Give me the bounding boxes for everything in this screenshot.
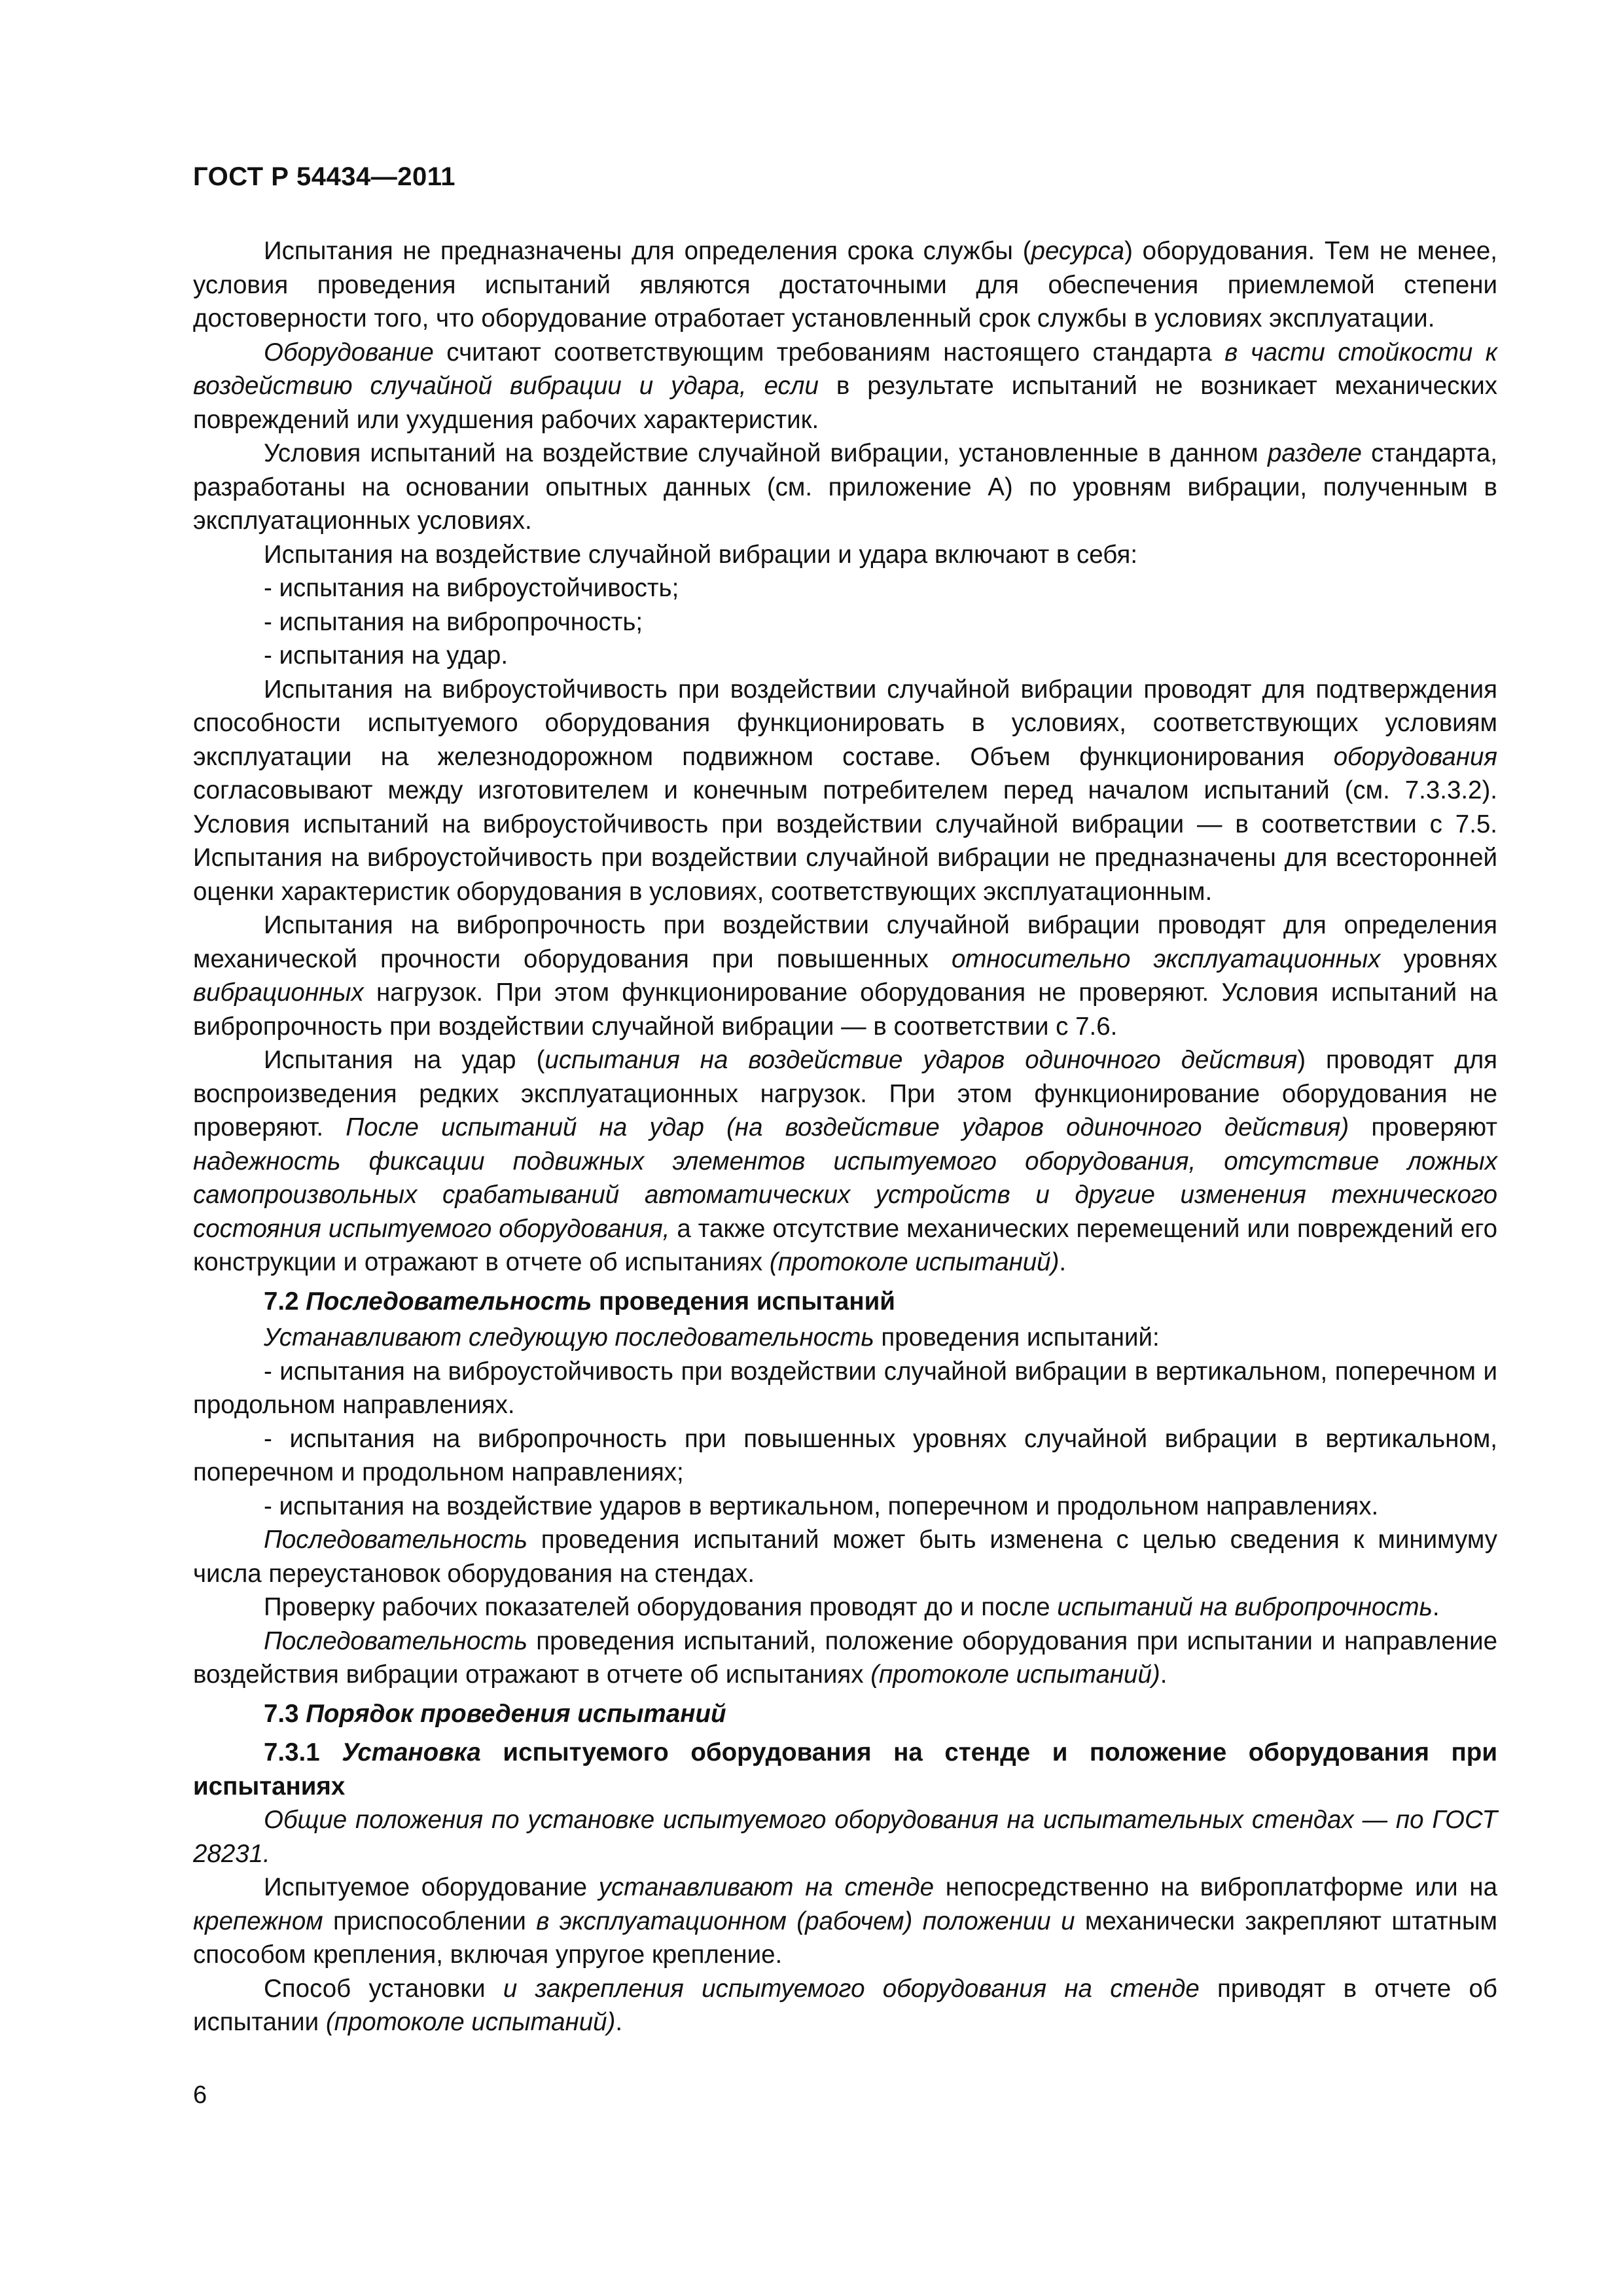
list-item: - испытания на воздействие ударов в вертикальном, поперечном и продольном направлениях. [264, 1492, 1379, 1520]
section-heading-7-3: 7.3 Порядок проведения испытаний [264, 1699, 726, 1728]
section-heading-7-3-1: 7.3.1 Установка испытуемого оборудования на стенде и положение оборудования при испытаниях [193, 1738, 1497, 1801]
document-header: ГОСТ Р 54434—2011 [193, 162, 455, 191]
paragraph: Испытания не предназначены для определения срока службы (ресурса) оборудования. Тем не менее, условия проведения испытаний являются достаточными для обеспечения приемлемой степени достоверности того, что оборудование отработает установленный срок службы в условиях эксплуатации. [193, 237, 1497, 332]
list-item: - испытания на виброустойчивость; [264, 574, 679, 602]
paragraph: Последовательность проведения испытаний, положение оборудования при испытании и направление воздействия вибрации отражают в отчете об испытаниях (протоколе испытаний). [193, 1626, 1497, 1689]
paragraph: Условия испытаний на воздействие случайной вибрации, установленные в данном разделе стандарта, разработаны на основании опытных данных (см. приложение А) по уровням вибрации, полученным в эксплуатационных условиях. [193, 439, 1497, 535]
list-item: - испытания на вибропрочность при повышенных уровнях случайной вибрации в вертикальном, поперечном и продольном направлениях; [193, 1424, 1497, 1486]
paragraph: Испытуемое оборудование устанавливают на стенде непосредственно на виброплатформе или на крепежном приспособлении в эксплуатационном (рабочем) положении и механически закрепляют штатным способом крепления, включая упругое крепление. [193, 1873, 1498, 1969]
paragraph: Проверку рабочих показателей оборудования проводят до и после испытаний на вибропрочность. [264, 1593, 1440, 1621]
section-heading-7-2: 7.2 Последовательность проведения испытаний [264, 1287, 895, 1316]
paragraph: Общие положения по установке испытуемого оборудования на испытательных стендах — по ГОСТ 28231. [193, 1806, 1497, 1868]
paragraph: Испытания на удар (испытания на воздействие ударов одиночного действия) проводят для воспроизведения редких эксплуатационных нагрузок. При этом функционирование оборудования не проверяют. После испытаний на удар (на воздействие ударов одиночного действия) проверяют надежность фиксации подвижных элементов испытуемого оборудования, отсутствие ложных самопроизвольных срабатываний автоматических устройств и другие изменения технического состояния испытуемого оборудования, а также отсутствие механических перемещений или повреждений его конструкции и отражают в отчете об испытаниях (протоколе испытаний). [193, 1046, 1498, 1276]
paragraph: Испытания на воздействие случайной вибрации и удара включают в себя: [264, 540, 1138, 569]
paragraph: Испытания на вибропрочность при воздействии случайной вибрации проводят для определения механической прочности оборудования при повышенных относительно эксплуатационных уровнях вибрационных нагрузок. При этом функционирование оборудования не проверяют. Условия испытаний на вибропрочность при воздействии случайной вибрации — в соответствии с 7.6. [193, 911, 1497, 1041]
page-number: 6 [193, 2081, 207, 2109]
paragraph: Способ установки и закрепления испытуемого оборудования на стенде приводят в отчете об испытании (протоколе испытаний). [193, 1974, 1497, 2036]
paragraph: Оборудование считают соответствующим требованиям настоящего стандарта в части стойкости к воздействию случайной вибрации и удара, если в результате испытаний не возникает механических повреждений или ухудшения рабочих характеристик. [193, 338, 1498, 434]
list-item: - испытания на удар. [264, 641, 508, 670]
list-item: - испытания на вибропрочность; [264, 607, 643, 636]
document-body [193, 234, 1497, 2039]
list-item: - испытания на виброустойчивость при воздействии случайной вибрации в вертикальном, поперечном и продольном направлениях. [193, 1357, 1497, 1419]
paragraph: Устанавливают следующую последовательность проведения испытаний: [264, 1323, 1160, 1352]
paragraph: Последовательность проведения испытаний может быть изменена с целью сведения к минимуму числа переустановок оборудования на стендах. [193, 1526, 1497, 1588]
paragraph: Испытания на виброустойчивость при воздействии случайной вибрации проводят для подтверждения способности испытуемого оборудования функционировать в условиях, соответствующих условиям эксплуатации на железнодорожном подвижном составе. Объем функционирования оборудования согласовывают между изготовителем и конечным потребителем перед началом испытаний (см. 7.3.3.2). Условия испытаний на виброустойчивость при воздействии случайной вибрации — в соответствии с 7.5. Испытания на виброустойчивость при воздействии случайной вибрации не предназначены для всесторонней оценки характеристик оборудования в условиях, соответствующих эксплуатационным. [193, 675, 1497, 906]
